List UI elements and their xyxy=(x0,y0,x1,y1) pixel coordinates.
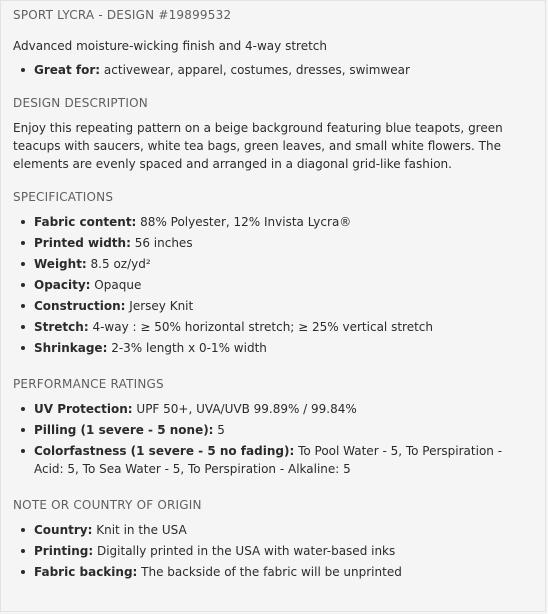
origin-list xyxy=(13,521,533,581)
origin-heading: NOTE OR COUNTRY OF ORIGIN xyxy=(13,498,202,512)
origin-label: Fabric backing: xyxy=(34,565,138,579)
great-for-label: Great for: xyxy=(34,63,101,77)
list-item xyxy=(13,521,533,539)
spec-label: Printed width: xyxy=(34,236,131,250)
product-subtitle: Advanced moisture-wicking finish and 4-way stretch xyxy=(13,39,327,53)
spacer xyxy=(13,392,533,400)
origin-label: Printing: xyxy=(34,544,94,558)
spec-value: 4-way : ≥ 50% horizontal stretch; ≥ 25% vertical stretch xyxy=(88,320,433,334)
spacer xyxy=(13,205,533,213)
list-item xyxy=(13,234,533,252)
spec-label: Construction: xyxy=(34,299,126,313)
performance-ratings-list xyxy=(13,400,533,478)
rating-value: 5 xyxy=(213,423,225,437)
origin-value: The backside of the fabric will be unprinted xyxy=(137,565,402,579)
spacer xyxy=(13,360,533,376)
rating-label: Pilling (1 severe - 5 none): xyxy=(34,423,214,437)
great-for-value: activewear, apparel, costumes, dresses, swimwear xyxy=(100,63,410,77)
spec-value: 56 inches xyxy=(130,236,193,250)
spacer xyxy=(13,23,533,37)
spec-value: 88% Polyester, 12% Invista Lycra® xyxy=(136,215,352,229)
spec-value: Opaque xyxy=(90,278,142,292)
origin-value: Knit in the USA xyxy=(92,523,187,537)
rating-value: To Pool Water - 5, To Perspiration - Acid: 5, To Sea Water - 5, To Perspiration - Alkaline: 5 xyxy=(34,444,503,476)
spec-value: Jersey Knit xyxy=(125,299,194,313)
list-item xyxy=(13,213,533,231)
spec-value: 2-3% length x 0-1% width xyxy=(107,341,267,355)
spacer xyxy=(13,111,533,119)
spacer xyxy=(13,173,533,189)
specifications-list xyxy=(13,213,533,357)
origin-value: Digitally printed in the USA with water-based inks xyxy=(93,544,396,558)
list-item xyxy=(13,563,533,581)
list-item xyxy=(13,297,533,315)
origin-label: Country: xyxy=(34,523,93,537)
list-item xyxy=(13,400,533,418)
spec-label: Shrinkage: xyxy=(34,341,108,355)
spec-label: Stretch: xyxy=(34,320,89,334)
rating-label: Colorfastness (1 severe - 5 no fading): xyxy=(34,444,295,458)
spec-label: Fabric content: xyxy=(34,215,137,229)
list-item xyxy=(13,276,533,294)
spec-label: Weight: xyxy=(34,257,87,271)
spacer xyxy=(13,481,533,497)
spec-value: 8.5 oz/yd² xyxy=(86,257,151,271)
product-title: SPORT LYCRA - DESIGN #19899532 xyxy=(13,8,232,22)
list-item xyxy=(13,339,533,357)
list-item xyxy=(13,442,533,478)
list-item xyxy=(13,61,533,79)
spacer xyxy=(13,82,533,95)
list-item xyxy=(13,318,533,336)
rating-value: UPF 50+, UVA/UVB 99.89% / 99.84% xyxy=(132,402,357,416)
specifications-heading: SPECIFICATIONS xyxy=(13,190,114,204)
list-item xyxy=(13,421,533,439)
list-item xyxy=(13,255,533,273)
design-description-text: Enjoy this repeating pattern on a beige background featuring blue teapots, green teacups with saucers, white tea bags, green leaves, and small white flowers. The elements are evenly spaced and arranged in a diagonal grid-like fashion. xyxy=(13,121,503,171)
great-for-list xyxy=(13,61,533,79)
spacer xyxy=(13,513,533,521)
rating-label: UV Protection: xyxy=(34,402,133,416)
design-description-heading: DESIGN DESCRIPTION xyxy=(13,96,148,110)
list-item xyxy=(13,542,533,560)
performance-ratings-heading: PERFORMANCE RATINGS xyxy=(13,377,164,391)
spec-label: Opacity: xyxy=(34,278,91,292)
